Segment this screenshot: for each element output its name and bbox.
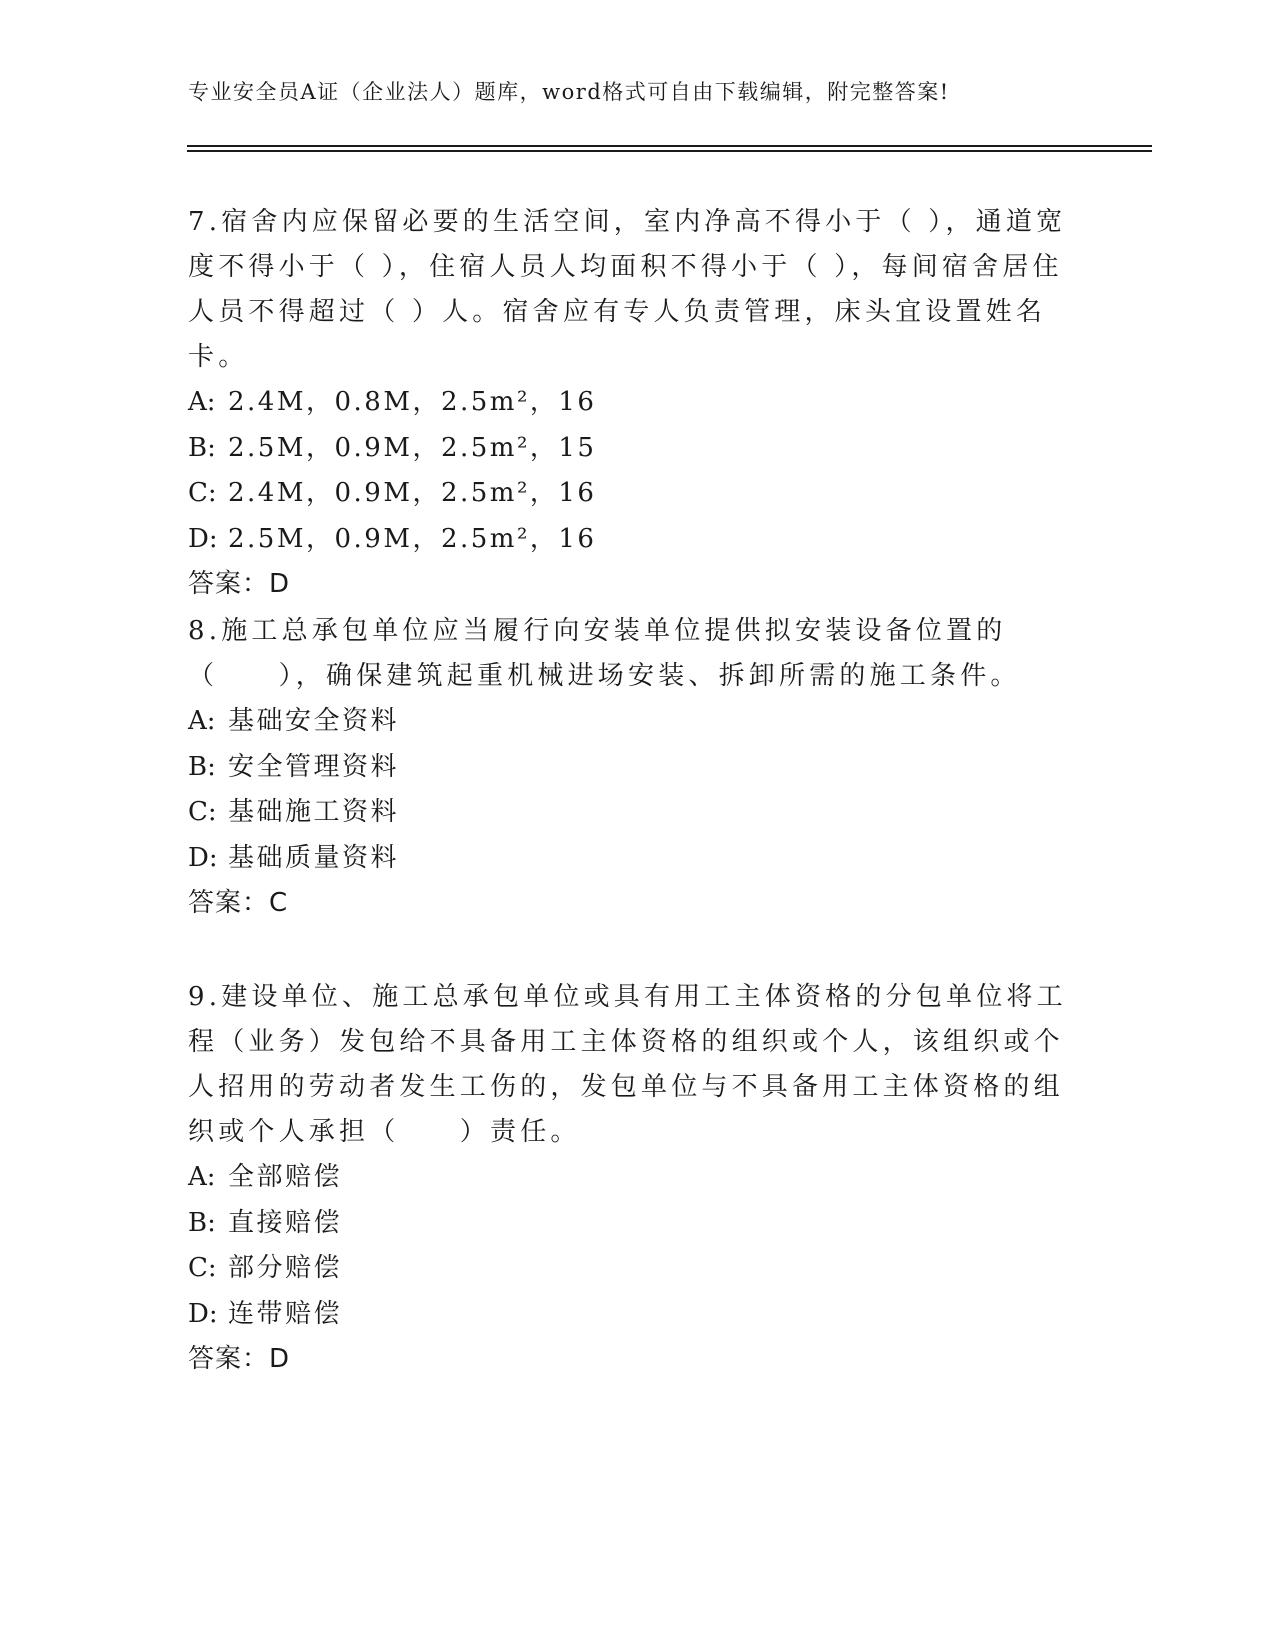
option-list: [188, 1155, 1088, 1337]
option-a: [188, 380, 1088, 426]
option-letter: A:: [188, 387, 216, 417]
option-text: 全部赔偿: [228, 1162, 343, 1192]
option-d: [188, 1292, 1088, 1338]
option-text: 2.5M，0.9M，2.5m²，16: [228, 523, 597, 554]
question-8: [188, 609, 1088, 926]
option-letter: C:: [188, 797, 217, 827]
question-stem: 8.施工总承包单位应当履行向安装单位提供拟安装设备位置的（ ），确保建筑起重机械进场安装、拆卸所需的施工条件。: [188, 616, 1021, 691]
option-letter: D:: [188, 842, 218, 873]
option-letter: A:: [188, 1162, 216, 1192]
option-a: [188, 699, 1088, 745]
option-letter: C:: [188, 1253, 217, 1283]
question-9: [188, 975, 1088, 1382]
option-text: 2.5M，0.9M，2.5m²，15: [228, 432, 597, 463]
option-text: 2.4M，0.9M，2.5m²，16: [228, 478, 597, 508]
option-text: 基础施工资料: [228, 797, 400, 827]
answer-label: 答案：C: [188, 888, 289, 918]
option-text: 2.4M，0.8M，2.5m²，16: [228, 387, 597, 417]
option-c: [188, 1246, 1088, 1292]
option-text: 安全管理资料: [228, 751, 400, 782]
option-a: [188, 1155, 1088, 1201]
option-b: [188, 1201, 1088, 1247]
question-stem: 7.宿舍内应保留必要的生活空间，室内净高不得小于（ ），通道宽度不得小于（ ），住宿人员人均面积不得小于（ ），每间宿舍居住人员不得超过（ ）人。宿舍应有专人负责管理，床头宜设置姓名卡。: [188, 207, 1067, 372]
question-stem: 9.建设单位、施工总承包单位或具有用工主体资格的分包单位将工程（业务）发包给不具备用工主体资格的组织或个人，该组织或个人招用的劳动者发生工伤的，发包单位与不具备用工主体资格的组织或个人承担（ ）责任。: [188, 982, 1067, 1147]
option-list: [188, 380, 1088, 562]
option-b: [188, 426, 1088, 472]
answer-label: 答案：D: [188, 569, 291, 599]
option-letter: B:: [188, 751, 216, 782]
option-d: [188, 836, 1088, 882]
option-text: 部分赔偿: [228, 1253, 343, 1283]
option-c: [188, 790, 1088, 836]
option-c: [188, 471, 1088, 517]
option-d: [188, 517, 1088, 563]
option-list: [188, 699, 1088, 881]
header-rule-top: [187, 145, 1152, 147]
option-text: 直接赔偿: [228, 1207, 343, 1238]
page-header: 专业安全员A证（企业法人）题库，word格式可自由下载编辑，附完整答案!: [188, 80, 950, 104]
option-letter: A:: [188, 706, 216, 736]
header-rule-bottom: [187, 150, 1152, 152]
option-letter: B:: [188, 432, 216, 463]
option-letter: D:: [188, 523, 218, 554]
option-letter: C:: [188, 478, 217, 508]
option-letter: B:: [188, 1207, 216, 1238]
option-letter: D:: [188, 1298, 218, 1329]
answer-label: 答案：D: [188, 1344, 291, 1374]
question-7: [188, 200, 1088, 607]
option-text: 基础质量资料: [228, 842, 400, 873]
option-text: 基础安全资料: [228, 706, 400, 736]
option-text: 连带赔偿: [228, 1298, 343, 1329]
option-b: [188, 745, 1088, 791]
